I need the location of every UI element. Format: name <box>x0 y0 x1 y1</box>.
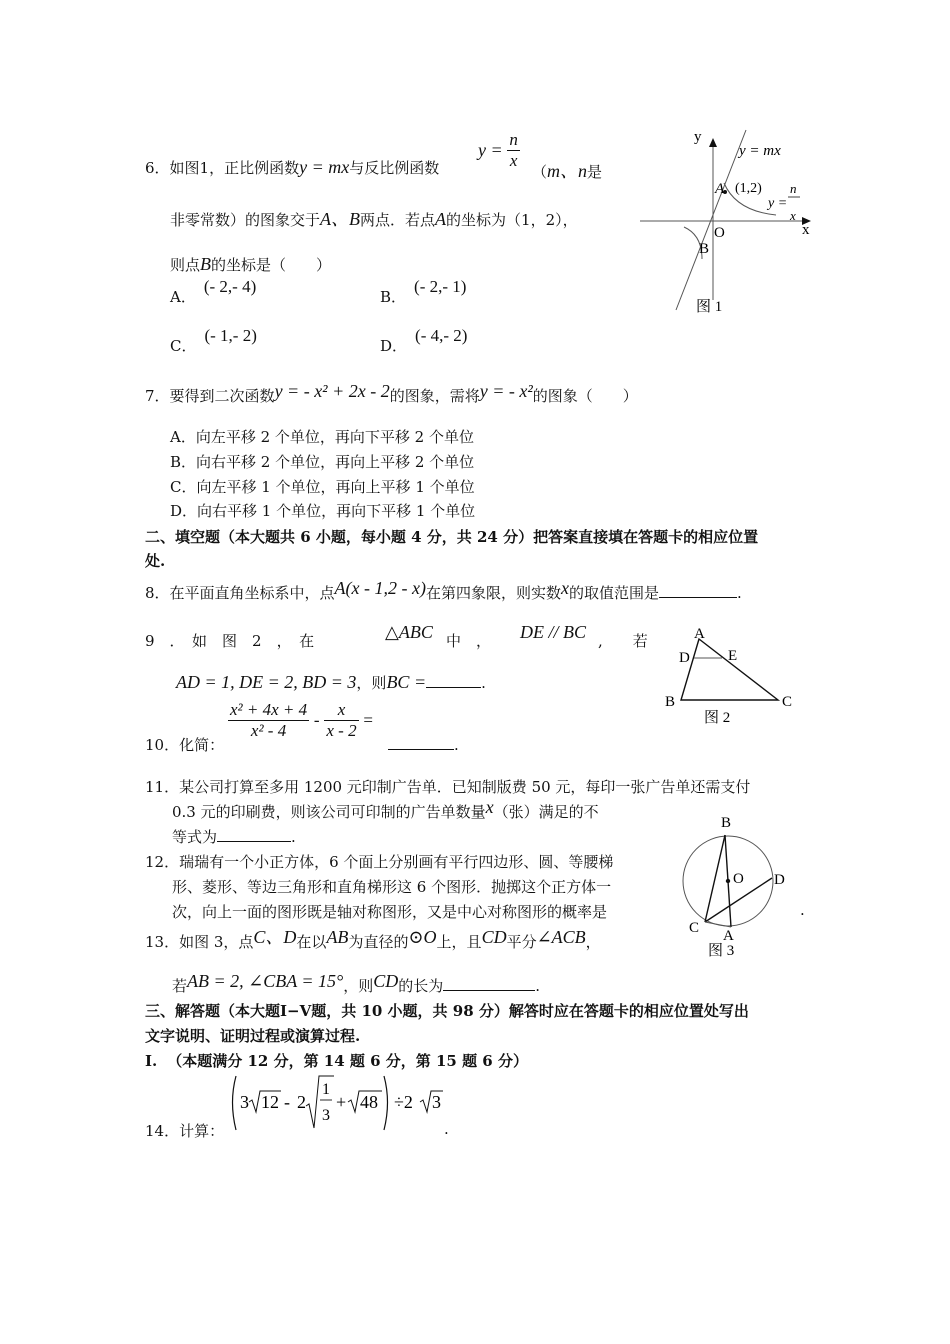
point-c: C <box>689 920 700 936</box>
q9-givens: AD = 1, DE = 2, BD = 3 <box>176 672 357 692</box>
option-value: (- 2,- 4) <box>203 277 257 296</box>
q7-option-a: A．向左平移 2 个单位，再向下平移 2 个单位 <box>170 428 474 446</box>
q9-text-end: , 若 <box>598 632 648 650</box>
figure-3 <box>672 812 802 962</box>
q9-text: 9 ． 如 图 2 ， 在 <box>145 632 315 650</box>
q6-formula-direct: y = mx <box>299 157 350 177</box>
q13-circle: ⊙O <box>408 927 437 947</box>
origin-label: O <box>714 225 725 241</box>
q13-text: ，则 <box>343 977 374 995</box>
q14-label: 14．计算： <box>145 1122 225 1140</box>
section-2-heading: 二、填空题（本大题共 6 小题，每小题 4 分，共 24 分）把答案直接填在答题卡的相应位置 <box>145 528 759 546</box>
hyperbola-den: x <box>790 208 796 223</box>
q9-triangle: △ABC <box>385 622 433 642</box>
figure-2 <box>660 622 800 732</box>
q11-text: 等式为 <box>172 828 218 846</box>
option-label: B． <box>380 288 407 306</box>
option-label: A． <box>170 288 196 306</box>
formula-lhs: y = <box>478 140 503 160</box>
vertex-a: A <box>694 626 705 642</box>
q9-text-mid: 中 ， <box>446 632 492 650</box>
divide-two: ÷2 <box>394 1092 413 1112</box>
y-axis-label: y <box>694 129 702 145</box>
q11-line1: 11．某公司打算至多用 1200 元印制广告单．已知制版费 50 元，每印一张广告单还需支付 <box>145 778 751 796</box>
fraction-num: 1 <box>322 1081 330 1098</box>
q6-line1-end <box>532 157 602 183</box>
q7-text: 的图象，需将 <box>389 387 480 405</box>
point-d: D <box>774 872 785 888</box>
fraction <box>228 700 309 741</box>
q13-points: C、D <box>253 927 297 947</box>
q10-end: . <box>454 736 459 754</box>
q6-line3 <box>170 254 331 275</box>
line-mx <box>676 130 746 310</box>
point-b-label: B <box>699 241 710 257</box>
q7-number: 7． <box>145 387 170 405</box>
hyperbola-lhs: y = <box>768 196 788 211</box>
figure-1-caption: 图 1 <box>696 299 723 315</box>
q8-text: 8．在平面直角坐标系中，点 <box>145 584 335 602</box>
answer-blank[interactable] <box>217 826 291 842</box>
q6-option-a <box>170 276 257 306</box>
q13-givens: AB = 2, ∠CBA = 15° <box>187 971 344 991</box>
q6-formula-inverse <box>478 130 520 171</box>
q9-line1 <box>145 630 314 651</box>
q13-segment: CD <box>481 927 507 947</box>
radicand-48: 48 <box>360 1092 378 1112</box>
q10-expression <box>228 700 373 741</box>
q9-ask: BC = <box>386 672 427 692</box>
q6-text: 则点 <box>170 256 201 274</box>
q12-line1: 12．瑞瑞有一个小正方体，6 个面上分别画有平行四边形、圆、等腰梯 <box>145 853 614 871</box>
fraction <box>324 700 358 741</box>
q11-end: . <box>291 828 296 846</box>
vertex-c: C <box>782 694 793 710</box>
minus-sign: - <box>313 710 320 730</box>
center-dot <box>726 879 730 883</box>
option-value: (- 4,- 2) <box>415 326 468 345</box>
q7-option-c: C．向左平移 1 个单位，再向上平移 1 个单位 <box>170 478 475 496</box>
plus-sign: + <box>336 1092 347 1112</box>
option-value: (- 1,- 2) <box>204 326 257 345</box>
q8-point: A(x - 1,2 - x) <box>334 578 426 598</box>
q8-text: 在第四象限，则实数 <box>426 584 562 602</box>
q6-number: 6． <box>145 159 170 177</box>
q11-var: x <box>485 797 494 817</box>
q9-parallel: DE // BC <box>520 622 586 642</box>
q11-line3 <box>172 826 296 847</box>
radicand-3: 3 <box>432 1092 441 1112</box>
figure-3-caption: 图 3 <box>708 943 735 959</box>
q13-angle: ∠ACB <box>536 927 586 947</box>
q6-text: 非零常数）的图象交于 <box>170 211 321 229</box>
q8 <box>145 578 742 603</box>
q13-line2 <box>172 971 541 996</box>
figure-2-caption: 图 2 <box>704 710 731 726</box>
denominator: x² - 4 <box>250 721 287 740</box>
chord-cb <box>705 835 725 922</box>
q6-line2 <box>170 205 578 231</box>
denominator: x - 2 <box>326 721 357 740</box>
option-value: (- 2,- 1) <box>414 277 467 296</box>
numerator: n <box>509 130 518 149</box>
section-2-heading-cont: 处. <box>145 552 166 570</box>
q13-text: 若 <box>172 977 188 995</box>
q7-option-d: D．向右平移 1 个单位，再向下平移 1 个单位 <box>170 502 476 520</box>
q14-end: . <box>444 1120 449 1138</box>
q6-vars: m、n <box>547 161 588 181</box>
part-text: （本题满分 12 分，第 14 题 6 分，第 15 题 6 分） <box>167 1052 528 1070</box>
fraction-den: 3 <box>322 1107 330 1124</box>
q9-end: . <box>481 674 486 692</box>
q7-line1 <box>145 381 638 406</box>
q8-var: x <box>561 578 570 598</box>
figure-1 <box>636 125 816 320</box>
vertex-e: E <box>728 648 738 664</box>
q6-option-b <box>380 276 467 306</box>
q13-segment: AB <box>326 927 349 947</box>
x-axis-label: x <box>802 222 810 238</box>
q6-text: 如图1，正比例函数 <box>169 159 300 177</box>
q6-option-c <box>170 325 257 355</box>
line-label: y = mx <box>739 143 781 159</box>
q11-line2 <box>172 797 599 822</box>
section-3-heading-cont: 文字说明、证明过程或演算过程. <box>145 1027 361 1045</box>
q6-point: B <box>200 254 212 274</box>
q6-text: 是 <box>587 163 603 181</box>
q13-text: 在以 <box>296 933 327 951</box>
equals-sign: = <box>363 710 373 730</box>
option-label: D． <box>380 337 408 355</box>
q8-text: 的取值范围是 <box>569 584 660 602</box>
chord-ca <box>705 922 731 927</box>
q13-text: 为直径的 <box>348 933 409 951</box>
answer-blank[interactable] <box>388 734 454 750</box>
answer-blank[interactable] <box>443 975 535 991</box>
q13-text: 平分 <box>506 933 537 951</box>
section-3-heading: 三、解答题（本大题Ⅰ−Ⅴ题，共 10 小题，共 98 分）解答时应在答题卡的相应位置处写出 <box>145 1002 749 1020</box>
q13-text: 13．如图 3，点 <box>145 933 254 951</box>
q6-text: 的坐标为（1，2）， <box>446 211 578 229</box>
point-a-label: A <box>715 181 725 197</box>
part-label: Ⅰ. <box>145 1052 158 1070</box>
vertex-d: D <box>679 650 690 666</box>
q7-text: 要得到二次函数 <box>169 387 275 405</box>
q13-text: 的长为 <box>398 977 444 995</box>
point-o: O <box>733 871 744 887</box>
q7-option-b: B．向右平移 2 个单位，再向上平移 2 个单位 <box>170 453 475 471</box>
fraction <box>507 130 520 171</box>
q9-line2 <box>176 672 486 693</box>
q14-expression <box>226 1072 456 1134</box>
coef-b: 2 <box>297 1092 306 1112</box>
q6-text: 的坐标是（ ） <box>211 256 332 274</box>
hyperbola-num: n <box>790 181 797 196</box>
vertex-b: B <box>665 694 676 710</box>
denominator: x <box>509 151 518 170</box>
q13-text: 上，且 <box>436 933 482 951</box>
point-b: B <box>721 815 732 831</box>
point-a: A <box>723 928 734 944</box>
part-1-heading <box>145 1050 528 1071</box>
q12-line3: 次，向上一面的图形既是轴对称图形，又是中心对称图形的概率是 <box>172 903 608 921</box>
left-paren <box>233 1076 237 1130</box>
q8-end: . <box>737 584 742 602</box>
q6-option-d <box>380 325 468 355</box>
numerator: x <box>324 700 358 721</box>
q6-text: 与反比例函数 <box>349 159 440 177</box>
q6-text: （ <box>532 163 548 181</box>
q7-text: 的图象（ ） <box>532 387 638 405</box>
q13-text: ， <box>585 933 601 951</box>
numerator: x² + 4x + 4 <box>230 700 308 719</box>
radicand-12: 12 <box>261 1092 279 1112</box>
coef-a: 3 <box>240 1092 249 1112</box>
right-paren <box>384 1076 388 1130</box>
q6-line1 <box>145 157 439 178</box>
q10-answer <box>388 734 459 754</box>
q13-segment: CD <box>373 971 399 991</box>
point-a-coord: (1,2) <box>735 181 762 196</box>
q13-end: . <box>535 977 541 995</box>
answer-blank[interactable] <box>659 582 737 598</box>
q12-line2: 形、菱形、等边三角形和直角梯形这 6 个图形．抛掷这个正方体一 <box>172 878 612 896</box>
answer-blank[interactable] <box>426 672 481 688</box>
q11-text: （张）满足的不 <box>493 803 599 821</box>
option-label: C． <box>170 337 197 355</box>
q10-label: 10．化简： <box>145 736 225 754</box>
y-axis-arrow <box>709 138 717 147</box>
q7-formula-base: y = - x² <box>479 381 533 401</box>
q12-end: . <box>800 901 805 919</box>
q11-text: 0.3 元的印刷费，则该公司可印制的广告单数量 <box>172 803 486 821</box>
q7-formula: y = - x² + 2x - 2 <box>274 381 390 401</box>
q6-points: A、B <box>320 209 361 229</box>
q6-point: A <box>435 209 447 229</box>
q13-line1 <box>145 927 601 953</box>
minus-sign: - <box>284 1092 290 1112</box>
q9-text: ，则 <box>356 674 387 692</box>
q6-text: 两点．若点 <box>360 211 436 229</box>
